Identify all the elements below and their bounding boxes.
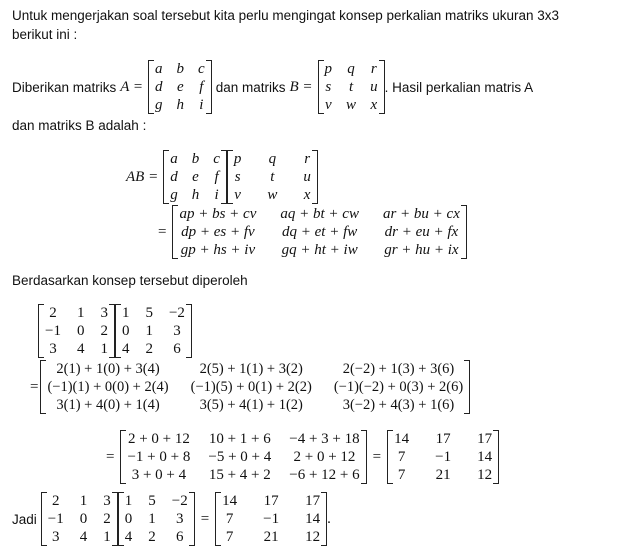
matrix-entry: f	[199, 79, 204, 95]
matrix-entry: r	[370, 61, 377, 77]
matrix-entry: 7	[397, 449, 406, 465]
matrix-entry: 0	[76, 323, 85, 339]
ab-product-matrix	[172, 205, 466, 259]
matrix-entry: 2	[100, 323, 108, 339]
matrix-entry: s	[325, 79, 332, 95]
matrix-entry: −4 + 3 + 18	[289, 431, 360, 447]
matrix-entry: v	[234, 187, 241, 203]
matrix-entry: 0	[124, 511, 133, 527]
equals-sign: =	[30, 378, 39, 395]
period: .	[327, 510, 331, 527]
matrix-entry: 3	[175, 511, 184, 527]
matrix-entry: 4	[121, 341, 130, 357]
matrix-entry: u	[303, 169, 311, 185]
matrix-entry: 15 + 4 + 2	[208, 467, 271, 483]
final-result-matrix	[215, 492, 327, 546]
matrix-entry: 3(−2) + 4(3) + 1(6)	[342, 397, 455, 413]
result-matrix	[387, 430, 499, 484]
matrix-entry: u	[370, 79, 378, 95]
matrix-entry: f	[214, 169, 219, 185]
matrix-entry: 3	[52, 529, 60, 545]
matrix-entry: 7	[225, 529, 234, 545]
matrix-entry: r	[304, 151, 311, 167]
equals-sign: =	[158, 223, 167, 240]
matrix-entry: x	[370, 97, 378, 113]
matrix-entry: 1	[103, 529, 111, 545]
matrix-entry: 2 + 0 + 12	[293, 449, 356, 465]
matrix-a	[148, 60, 212, 114]
matrix-entry: 1	[100, 341, 108, 357]
final-matrix-a	[41, 492, 118, 546]
jadi-label: Jadi	[12, 511, 37, 527]
matrix-entry: (−1)(−2) + 0(3) + 2(6)	[333, 379, 464, 395]
given-suffix: . Hasil perkalian matris A	[384, 79, 534, 95]
matrix-entry: x	[303, 187, 311, 203]
matrix-entry: −1	[45, 323, 61, 339]
matrix-entry: 2	[145, 341, 153, 357]
matrix-entry: ar + bu + cx	[382, 206, 460, 222]
given-line-2: dan matriks B adalah :	[12, 118, 147, 133]
matrix-entry: e	[176, 79, 184, 95]
matrix-entry: 4	[76, 341, 85, 357]
matrix-entry: 2 + 0 + 12	[127, 431, 190, 447]
matrix-entry: d	[155, 79, 163, 95]
matrix-entry: p	[324, 61, 333, 77]
matrix-entry: 2	[49, 305, 57, 321]
matrix-entry: 1	[145, 323, 153, 339]
matrix-entry: 7	[225, 511, 234, 527]
given-b-label: B =	[289, 78, 313, 95]
equals-sign: =	[200, 510, 210, 527]
matrix-entry: a	[170, 151, 178, 167]
matrix-entry: e	[192, 169, 199, 185]
matrix-entry: 10 + 1 + 6	[208, 431, 271, 447]
matrix-entry: 14	[305, 511, 321, 527]
matrix-entry: q	[347, 61, 355, 77]
matrix-entry: 14	[394, 431, 410, 447]
given-prefix: Diberikan matriks	[12, 79, 117, 95]
matrix-entry: d	[170, 169, 178, 185]
matrix-entry: h	[191, 187, 200, 203]
matrix-entry: 12	[477, 467, 493, 483]
matrix-entry: s	[234, 169, 241, 185]
matrix-entry: w	[267, 187, 278, 203]
matrix-entry: 17	[305, 493, 321, 509]
matrix-entry: 17	[435, 431, 451, 447]
ab-general-result	[152, 205, 467, 259]
matrix-entry: t	[348, 79, 354, 95]
matrix-entry: −5 + 0 + 4	[208, 449, 272, 465]
matrix-entry: 1	[121, 305, 130, 321]
matrix-entry: 3 + 0 + 4	[131, 467, 187, 483]
matrix-entry: 17	[477, 431, 493, 447]
matrix-entry: dq + et + fw	[282, 224, 358, 240]
intro-line-1: Untuk mengerjakan soal tersebut kita perlu mengingat konsep perkalian matriks ukuran 3x3	[12, 8, 560, 23]
matrix-entry: dp + es + fv	[181, 224, 255, 240]
matrix-entry: (−1)(1) + 0(0) + 2(4)	[47, 379, 169, 395]
sum-matrix	[120, 430, 366, 484]
matrix-entry: 1	[124, 493, 133, 509]
matrix-entry: −6 + 12 + 6	[289, 467, 360, 483]
matrix-entry: gq + ht + iw	[281, 242, 358, 258]
matrix-entry: 5	[148, 493, 156, 509]
ab-matrix-b	[227, 150, 318, 204]
numeric-matrix-b	[115, 304, 192, 358]
matrix-entry: 2	[52, 493, 60, 509]
matrix-entry: g	[170, 187, 178, 203]
matrix-entry: 14	[222, 493, 238, 509]
ab-symbolic-product	[126, 150, 318, 204]
matrix-entry: 5	[145, 305, 153, 321]
ab-matrix-a	[163, 150, 227, 204]
matrix-entry: 3	[173, 323, 181, 339]
sum-step	[100, 430, 499, 484]
matrix-entry: 3	[100, 305, 108, 321]
matrix-entry: ap + bs + cv	[179, 206, 257, 222]
matrix-entry: 0	[121, 323, 130, 339]
matrix-entry: −1 + 0 + 8	[127, 449, 191, 465]
matrix-entry: v	[324, 97, 332, 113]
matrix-entry: g	[155, 97, 163, 113]
matrix-entry: 1	[76, 305, 85, 321]
derived-text: Berdasarkan konsep tersebut diperoleh	[12, 273, 248, 288]
matrix-entry: gr + hu + ix	[384, 242, 459, 258]
matrix-entry: 0	[79, 511, 88, 527]
matrix-entry: 14	[477, 449, 493, 465]
matrix-entry: 17	[263, 493, 279, 509]
matrix-entry: 3(5) + 4(1) + 1(2)	[199, 397, 303, 413]
expanded-matrix	[40, 360, 470, 414]
matrix-entry: b	[176, 61, 185, 77]
matrix-entry: 2(5) + 1(1) + 3(2)	[199, 361, 303, 377]
matrix-entry: 2(−2) + 1(3) + 3(6)	[342, 361, 455, 377]
matrix-entry: −1	[435, 449, 452, 465]
matrix-entry: 7	[397, 467, 406, 483]
matrix-entry: gp + hs + iv	[180, 242, 256, 258]
matrix-entry: a	[155, 61, 163, 77]
matrix-entry: dr + eu + fx	[384, 224, 459, 240]
matrix-entry: 1	[148, 511, 156, 527]
matrix-entry: 3	[103, 493, 111, 509]
matrix-entry: 2(1) + 1(0) + 3(4)	[56, 361, 160, 377]
equals-sign: =	[106, 448, 115, 465]
matrix-entry: h	[176, 97, 185, 113]
matrix-entry: b	[191, 151, 200, 167]
matrix-entry: 2	[148, 529, 156, 545]
matrix-entry: i	[214, 187, 219, 203]
matrix-entry: 6	[173, 341, 181, 357]
matrix-entry: −1	[47, 511, 64, 527]
matrix-entry: 1	[79, 493, 88, 509]
matrix-entry: 3	[49, 341, 57, 357]
matrix-entry: 3(1) + 4(0) + 1(4)	[56, 397, 160, 413]
matrix-entry: p	[233, 151, 242, 167]
expanded-product	[30, 360, 470, 414]
matrix-entry: i	[199, 97, 204, 113]
matrix-entry: 4	[124, 529, 133, 545]
matrix-entry: q	[268, 151, 277, 167]
matrix-b	[318, 60, 385, 114]
matrix-entry: w	[346, 97, 357, 113]
matrix-entry: c	[213, 151, 220, 167]
matrix-entry: −2	[171, 493, 188, 509]
matrix-entry: 21	[435, 467, 451, 483]
equals-sign: =	[372, 448, 382, 465]
matrix-entry: 2	[103, 511, 111, 527]
matrix-entry: −2	[168, 305, 185, 321]
conclusion	[12, 492, 331, 546]
numeric-product	[38, 304, 192, 358]
matrix-entry: 6	[175, 529, 184, 545]
final-matrix-b	[118, 492, 195, 546]
matrix-entry: (−1)(5) + 0(1) + 2(2)	[190, 379, 312, 395]
matrix-entry: −1	[263, 511, 280, 527]
matrix-entry: t	[270, 169, 275, 185]
matrix-entry: 4	[79, 529, 88, 545]
given-statement	[12, 60, 533, 114]
matrix-entry: aq + bt + cw	[280, 206, 359, 222]
ab-label: AB =	[126, 168, 159, 185]
given-a-label: A =	[120, 78, 144, 95]
given-mid: dan matriks	[215, 79, 286, 95]
matrix-entry: c	[198, 61, 205, 77]
matrix-entry: 21	[263, 529, 279, 545]
matrix-entry: 12	[305, 529, 321, 545]
intro-line-2: berikut ini :	[12, 27, 78, 42]
numeric-matrix-a	[38, 304, 115, 358]
